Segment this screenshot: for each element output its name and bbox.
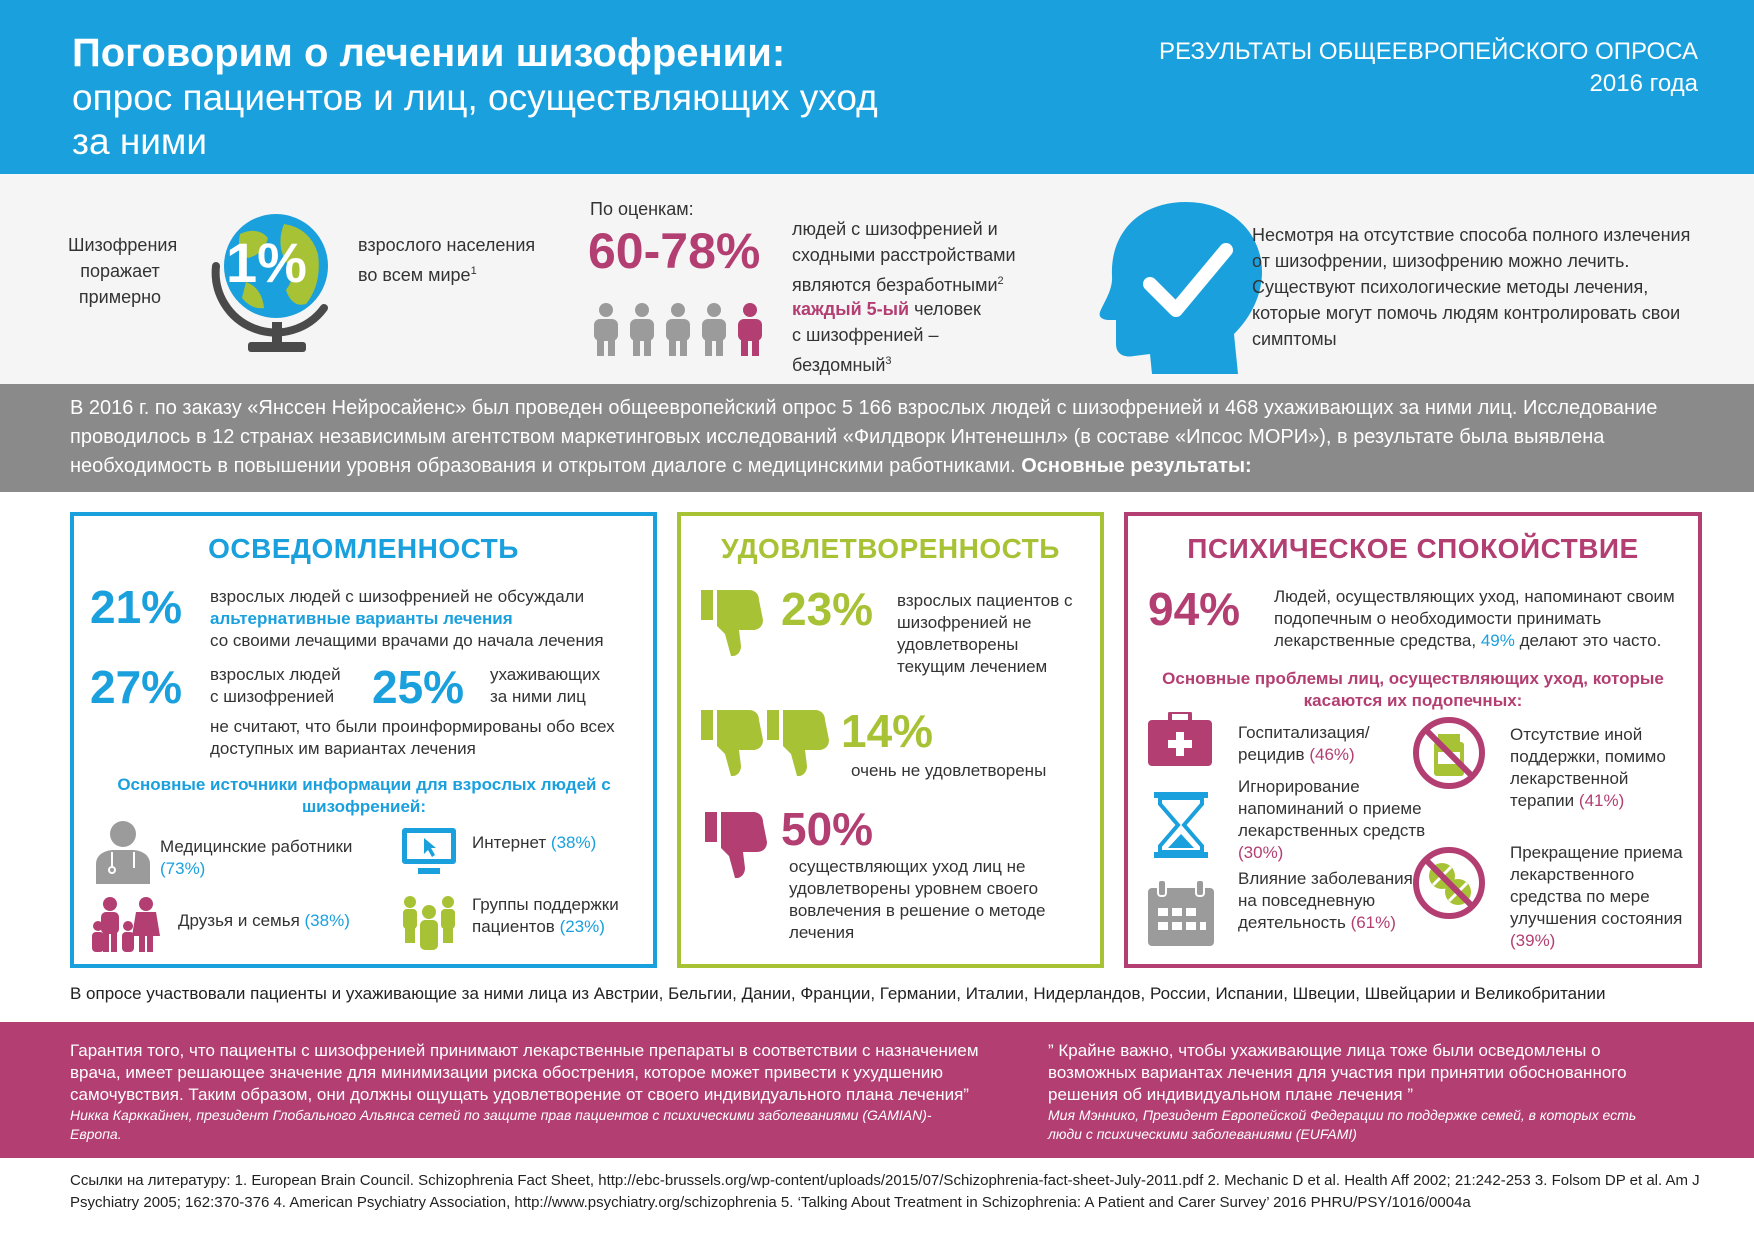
no-pill-bottle-icon: [1412, 716, 1486, 790]
problem-ignoring-reminders-label: Игнорирование напоминаний о приеме лекарственных средств: [1238, 777, 1426, 840]
homeless-highlight: каждый 5-ый: [792, 299, 910, 319]
stat-21-percent: 21%: [90, 581, 183, 633]
people-row: [590, 302, 770, 361]
countries-note: В опросе участвовали пациенты и ухаживающие за ними лица из Австрии, Бельгии, Дании, Франции, Германии, Италии, Нидерландов, России, Испании, Швеции, Швейцарии и Великобритании: [70, 984, 1606, 1003]
key-results-label: Основные результаты:: [1021, 455, 1252, 477]
peace-of-mind-panel: [1124, 512, 1702, 968]
problems-heading: Основные проблемы лиц, осуществляющих уход, которые касаются их подопечных:: [1162, 669, 1664, 710]
thumbs-down-icon: [701, 710, 763, 776]
quote-1-author: Никка Карккайнен, президент Глобального Альянса сетей по защите прав пациентов с психическими заболеваниями (GAMIAN)-Европа.: [70, 1107, 932, 1142]
calendar-icon: [1148, 880, 1214, 946]
person-icon: [594, 303, 618, 356]
survey-label-line1: РЕЗУЛЬТАТЫ ОБЩЕЕВРОПЕЙСКОГО ОПРОСА: [1158, 38, 1698, 65]
thumbs-down-icon: [705, 808, 769, 880]
problem-hospitalization-pct: (46%): [1309, 745, 1355, 764]
ref-2: 2: [997, 275, 1004, 287]
quote-2-author: Мия Мэннико, Президент Европейской Федерации по поддержке семей, в которых есть люди с психическими заболеваниями (EUFAMI): [1048, 1107, 1637, 1142]
head-check-icon: [1098, 198, 1264, 374]
problem-no-other-support: [1510, 724, 1680, 812]
stat-21-text: [210, 586, 640, 652]
homeless-text-2: с шизофренией –: [792, 325, 939, 345]
ref-3: 3: [885, 355, 892, 367]
source-medical-pct: (73%): [160, 859, 206, 878]
unemployed-text: [792, 216, 1062, 298]
problem-no-other-support-label: Отсутствие иной поддержки, помимо лекарственной терапии: [1510, 725, 1666, 810]
references: Ссылки на литературу: 1. European Brain Council. Schizophrenia Fact Sheet, http://ebc-brussels.org/wp-content/uploads/2015/07/Schizophrenia-fact-sheet-July-2011.pdf 2. Mechanic D et al. Health Aff 2002; 21:242-253 3. Folsom DP et al. Am J Psychiatry 2005; 162:370-376 4. American Psychiatry Association, http://www.psychiatry.org/schizophrenia 5. ‘Talking About Treatment in Schizophrenia: A Patient and Carer Survey’ 2016 PHRU/PSY/1016/0004a: [70, 1172, 1700, 1211]
treatable-text: Несмотря на отсутствие способа полного излечения от шизофрении, шизофрению можно лечить. Существуют психологические методы лечения, которые могут помочь людям контролировать свои симптомы: [1252, 225, 1691, 349]
person-icon-highlighted: [738, 303, 762, 356]
stat-94-percent: 94%: [1148, 583, 1241, 635]
stat-21-highlight: альтернативные варианты лечения: [210, 609, 513, 628]
homeless-text: [792, 296, 1032, 378]
thumbs-down-icon: [701, 586, 765, 658]
affects-left-text: Шизофрения поражает примерно: [68, 235, 178, 307]
satisfaction-title: УДОВЛЕТВОРЕННОСТЬ: [721, 533, 1060, 564]
stat-both-text: не считают, что были проинформированы обо всех доступных им вариантах лечения: [210, 717, 615, 758]
estimate-label: По оценкам:: [590, 199, 694, 219]
stat-27-text: взрослых людей с шизофренией: [210, 665, 341, 706]
problem-daily-impact-pct: (61%): [1350, 913, 1396, 932]
quote-1: Гарантия того, что пациенты с шизофренией принимают лекарственные препараты в соответствии с назначением врача, имеет решающее значение для минимизации риска обострения, которое может привести к ухудшению самочувствия. Таким образом, они должны ощущать удовлетворение от своего индивидуального плана лечения”: [70, 1041, 979, 1104]
problem-stopping-medication: [1510, 842, 1690, 952]
source-support-groups-label: Группы поддержки пациентов: [472, 895, 619, 936]
stat-21-line3: со своими лечащими врачами до начала лечения: [210, 631, 604, 650]
unemployed-percent: 60-78%: [588, 223, 761, 279]
intro-stats: [0, 174, 1754, 384]
affects-right-text: [358, 232, 538, 288]
source-family-label: Друзья и семья: [178, 911, 300, 930]
problem-stopping-medication-pct: (39%): [1510, 931, 1556, 950]
stat-25-percent: 25%: [372, 661, 465, 713]
source-family: [178, 910, 398, 932]
survey-label: [1159, 36, 1698, 100]
peace-title: ПСИХИЧЕСКОЕ СПОКОЙСТВИЕ: [1187, 533, 1639, 564]
family-icon: [90, 896, 166, 952]
stat-14-text: очень не удовлетворены: [851, 761, 1047, 780]
no-pills-icon: [1412, 846, 1486, 920]
unemployed-label: людей с шизофренией и сходными расстройствами являются безработными: [792, 219, 1016, 295]
homeless-text-1: человек: [909, 299, 981, 319]
stat-50-percent: 50%: [781, 803, 874, 855]
first-aid-kit-icon: [1148, 712, 1212, 766]
group-icon: [400, 894, 458, 950]
survey-description-body: В 2016 г. по заказу «Янссен Нейросайенс» был проведен общеевропейский опрос 5 166 взрослых людей с шизофренией и 468 ухаживающих за ними лиц. Исследование проводилось в 12 странах независимым агентством маркетинговых исследований «Филдворк Интенешнл» (в составе «Ипсос МОРИ»), в результате была выявлена необходимость в повышении уровня образования и открытом диалоге с медицинскими работниками.: [70, 397, 1658, 477]
quote-2: ” Крайне важно, чтобы ухаживающие лица тоже были осведомлены о возможных вариантах лечения для участия при принятии обоснованного решения об индивидуальном плане лечения ”: [1048, 1041, 1627, 1104]
monitor-cursor-icon: [400, 826, 458, 876]
stat-14-percent: 14%: [841, 705, 934, 757]
problem-no-other-support-pct: (41%): [1578, 791, 1625, 810]
problem-daily-impact-label: Влияние заболевания на повседневную деятельность: [1238, 869, 1413, 932]
awareness-panel: [70, 512, 657, 968]
doctor-icon: [92, 818, 154, 884]
thumbs-down-icons-pair: [701, 706, 831, 778]
stat-94-tail: делают это часто.: [1514, 631, 1662, 650]
source-internet: [472, 832, 642, 854]
source-medical-label: Медицинские работники: [160, 837, 353, 856]
ref-1: 1: [470, 265, 477, 277]
source-internet-pct: (38%): [550, 833, 597, 852]
stat-21-line1: взрослых людей с шизофренией не обсуждали: [210, 587, 585, 606]
source-support-groups: [472, 894, 642, 938]
page-title: Поговорим о лечении шизофрении:: [72, 31, 786, 75]
page-subtitle: опрос пациентов и лиц, осуществляющих уход за ними: [72, 77, 878, 162]
source-medical: [160, 836, 380, 880]
hourglass-icon: [1154, 792, 1208, 858]
sources-heading: Основные источники информации для взрослых людей с шизофренией:: [117, 775, 611, 816]
problem-hospitalization-label: Госпитализация/ рецидив: [1238, 723, 1370, 764]
satisfaction-panel: [677, 512, 1104, 968]
stat-25-text: ухаживающих за ними лиц: [490, 665, 601, 706]
stat-23-text: взрослых пациентов с шизофренией не удовлетворены текущим лечением: [897, 591, 1073, 676]
one-percent-value: 1%: [226, 231, 307, 294]
problem-hospitalization: [1238, 722, 1388, 766]
survey-description-text: [70, 394, 1690, 481]
person-icon: [666, 303, 690, 356]
stat-23-percent: 23%: [781, 583, 874, 635]
stat-50-text: осуществляющих уход лиц не удовлетворены уровнем своего вовлечения в решение о методе лечения: [789, 857, 1046, 942]
person-icon: [630, 303, 654, 356]
person-icons: [590, 302, 770, 356]
source-support-groups-pct: (23%): [559, 917, 605, 936]
problem-daily-impact: [1238, 868, 1418, 934]
affects-right-label: взрослого населения во всем мире: [358, 235, 536, 285]
problem-stopping-medication-label: Прекращение приема лекарственного средства по мере улучшения состояния: [1510, 843, 1683, 928]
homeless-text-3: бездомный: [792, 355, 886, 375]
person-icon: [702, 303, 726, 356]
stat-94-text: [1274, 586, 1684, 652]
stat-94-body: Людей, осуществляющих уход, напоминают своим подопечным о необходимости принимать лекарственные средства,: [1274, 587, 1675, 650]
problem-ignoring-reminders-pct: (30%): [1238, 843, 1284, 862]
survey-description: [0, 384, 1754, 492]
survey-label-line2: 2016 года: [1589, 70, 1698, 97]
stat-94-often-pct: 49%: [1480, 631, 1515, 650]
thumbs-down-icon: [767, 710, 829, 776]
stat-27-percent: 27%: [90, 661, 183, 713]
header-banner: [0, 0, 1754, 174]
awareness-title: ОСВЕДОМЛЕННОСТЬ: [208, 533, 519, 564]
source-family-pct: (38%): [304, 911, 350, 930]
source-internet-label: Интернет: [472, 833, 547, 852]
quotes-band: [0, 1022, 1754, 1158]
